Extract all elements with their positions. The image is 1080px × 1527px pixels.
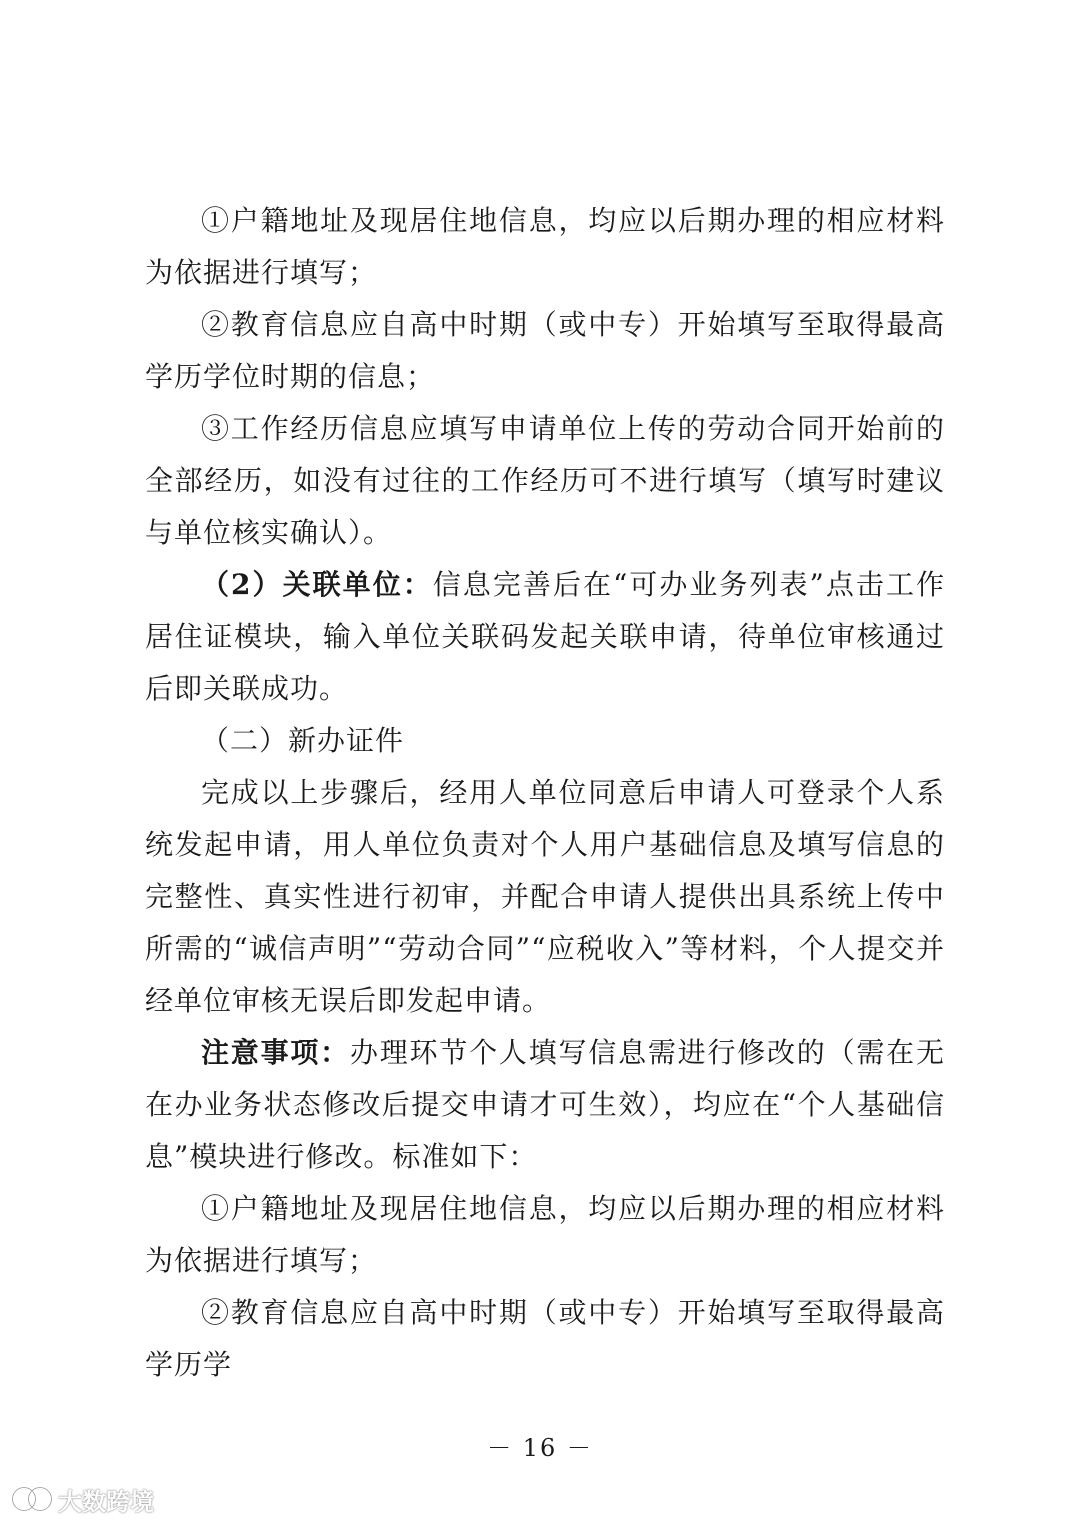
watermark [12, 1482, 154, 1516]
paragraph: ②教育信息应自高中时期（或中专）开始填写至取得最高学历学 [145, 1296, 945, 1381]
paragraph-text: 办理环节个人填写信息需进行修改的（需在无在办业务状态修改后提交申请才可生效），均应在“个人基础信息”模块进行修改。标准如下： [145, 1036, 945, 1173]
paragraph: ①户籍地址及现居住地信息，均应以后期办理的相应材料为依据进行填写； [145, 204, 945, 289]
paragraph-lead-bold: 注意事项： [201, 1036, 350, 1069]
paragraph-lead-bold: （2）关联单位： [201, 568, 433, 601]
logo-icon [12, 1484, 54, 1514]
paragraph: ②教育信息应自高中时期（或中专）开始填写至取得最高学历学位时期的信息； [145, 308, 945, 393]
page-number: － 16 － [487, 1434, 593, 1462]
paragraph [145, 559, 945, 715]
paragraph: 完成以上步骤后，经用人单位同意后申请人可登录个人系统发起申请，用人单位负责对个人用户基础信息及填写信息的完整性、真实性进行初审，并配合申请人提供出具系统上传中所需的“诚信声明”“劳动合同”“应税收入”等材料，个人提交并经单位审核无误后即发起申请。 [145, 776, 945, 1017]
paragraph: ①户籍地址及现居住地信息，均应以后期办理的相应材料为依据进行填写； [145, 1192, 945, 1277]
paragraph-text: 信息完善后在“可办业务列表”点击工作居住证模块，输入单位关联码发起关联申请，待单位审核通过后即关联成功。 [145, 568, 945, 705]
paragraph [145, 1027, 945, 1183]
section-heading: （二）新办证件 [201, 724, 405, 757]
paragraph: ③工作经历信息应填写申请单位上传的劳动合同开始前的全部经历，如没有过往的工作经历可不进行填写（填写时建议与单位核实确认）。 [145, 412, 945, 549]
document-body [145, 195, 945, 1391]
watermark-text: 大数跨境 [58, 1487, 154, 1516]
